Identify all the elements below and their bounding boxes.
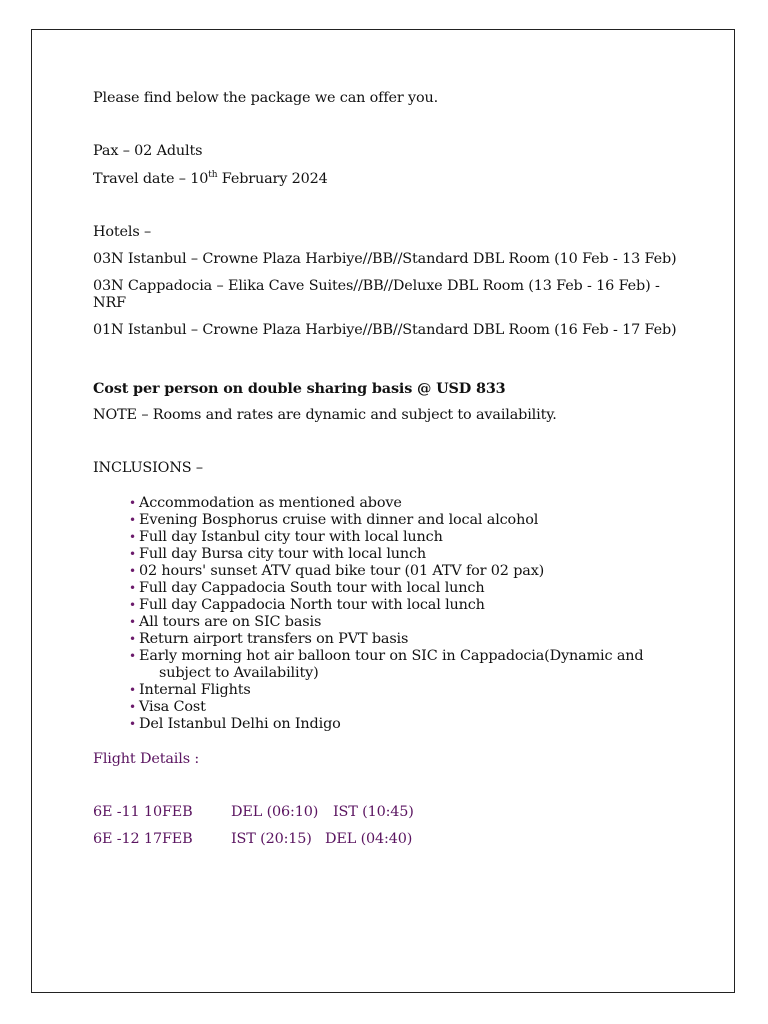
flight-row-2: [93, 831, 693, 848]
flight-arrival: IST (10:45): [333, 804, 414, 820]
travel-date-line: [93, 171, 693, 188]
flight-code: 6E -11 10FEB: [93, 804, 193, 820]
list-item: • Accommodation as mentioned above: [129, 495, 402, 511]
list-item: • Visa Cost: [129, 699, 206, 715]
pax-line: Pax – 02 Adults: [93, 143, 203, 159]
list-item: • Evening Bosphorus cruise with dinner and local alcohol: [129, 512, 539, 528]
intro-text: Please find below the package we can offer you.: [93, 90, 439, 106]
bullet-icon: •: [129, 649, 136, 663]
list-item: • Early morning hot air balloon tour on SIC in Cappadocia(Dynamic and subject to Availability): [129, 648, 644, 681]
bullet-icon: •: [129, 683, 136, 697]
bullet-icon: •: [129, 581, 136, 595]
hotels-heading: Hotels –: [93, 224, 152, 240]
flight-departure: DEL (06:10): [231, 804, 319, 820]
note-line: NOTE – Rooms and rates are dynamic and subject to availability.: [93, 407, 557, 423]
inclusions-heading: INCLUSIONS –: [93, 460, 203, 476]
bullet-icon: •: [129, 564, 136, 578]
list-item: • All tours are on SIC basis: [129, 614, 322, 630]
list-item: • Full day Cappadocia South tour with local lunch: [129, 580, 485, 596]
flight-row-1: [93, 804, 693, 821]
bullet-icon: •: [129, 496, 136, 510]
list-item: • Del Istanbul Delhi on Indigo: [129, 716, 341, 732]
bullet-icon: •: [129, 513, 136, 527]
bullet-icon: •: [129, 547, 136, 561]
flight-arrival: DEL (04:40): [325, 831, 413, 847]
list-item: • Full day Cappadocia North tour with local lunch: [129, 597, 485, 613]
bullet-icon: •: [129, 615, 136, 629]
list-item: • Internal Flights: [129, 682, 251, 698]
travel-date-suffix: February 2024: [217, 171, 328, 187]
flight-code: 6E -12 17FEB: [93, 831, 193, 847]
travel-date-prefix: Travel date – 10: [93, 171, 209, 187]
travel-date-sup: th: [208, 170, 218, 181]
document-page: [31, 29, 735, 993]
cost-line: Cost per person on double sharing basis @ USD 833: [93, 380, 506, 397]
bullet-icon: •: [129, 717, 136, 731]
bullet-icon: •: [129, 530, 136, 544]
bullet-icon: •: [129, 700, 136, 714]
flight-departure: IST (20:15): [231, 831, 312, 847]
list-item: • Full day Istanbul city tour with local lunch: [129, 529, 443, 545]
hotel-item-2: 03N Cappadocia – Elika Cave Suites//BB//Deluxe DBL Room (13 Feb - 16 Feb) - NRF: [93, 278, 660, 311]
bullet-icon: •: [129, 632, 136, 646]
inclusions-list: [131, 495, 691, 733]
hotel-item-1: 03N Istanbul – Crowne Plaza Harbiye//BB//Standard DBL Room (10 Feb - 13 Feb): [93, 251, 677, 267]
list-item: • Return airport transfers on PVT basis: [129, 631, 409, 647]
document-content: [93, 90, 693, 848]
list-item: • Full day Bursa city tour with local lunch: [129, 546, 427, 562]
flight-details-heading: Flight Details :: [93, 751, 200, 767]
bullet-icon: •: [129, 598, 136, 612]
hotel-item-3: 01N Istanbul – Crowne Plaza Harbiye//BB//Standard DBL Room (16 Feb - 17 Feb): [93, 322, 677, 338]
list-item: • 02 hours' sunset ATV quad bike tour (01 ATV for 02 pax): [129, 563, 545, 579]
